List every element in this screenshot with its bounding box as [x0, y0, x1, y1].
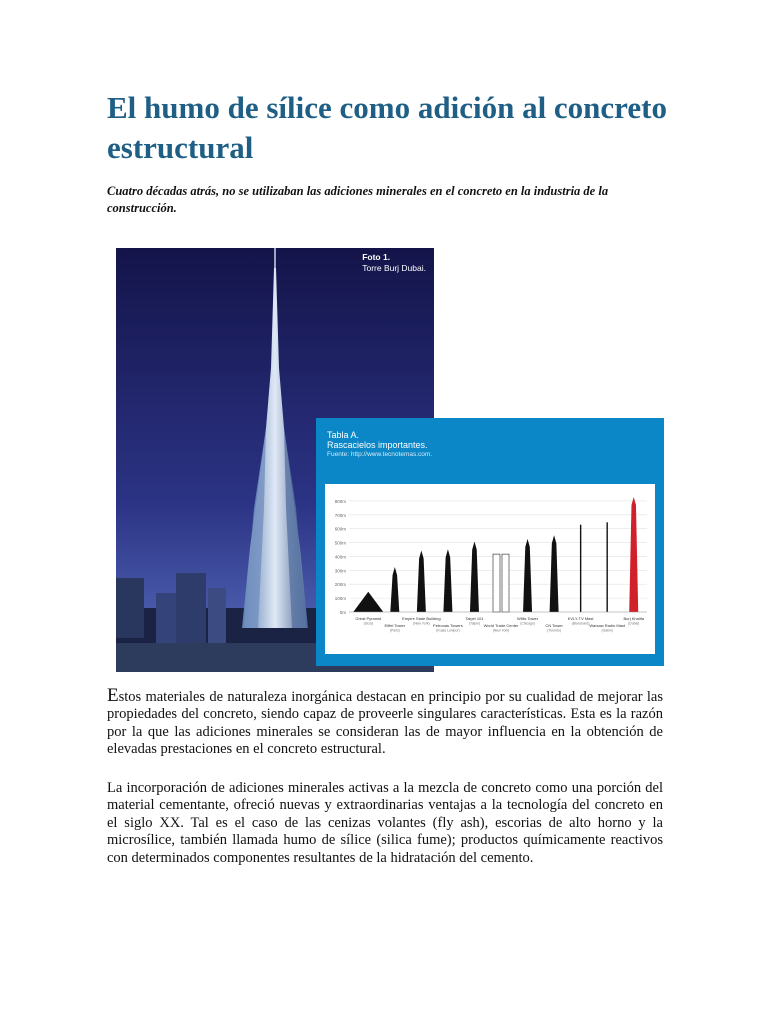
x-tick-label: Empire State Building	[402, 616, 441, 621]
bar	[550, 535, 559, 612]
x-tick-sublabel: (Taipei)	[468, 621, 481, 626]
table-label: Tabla A.	[327, 430, 360, 440]
x-tick-label: Eiffel Tower	[384, 623, 406, 628]
x-tick-label: CN Tower	[545, 623, 563, 628]
paragraph-2: La incorporación de adiciones minerales activas a la mezcla de concreto como una porción del material cementante, ofreció nuevas y extraordinarias ventajas a la tecnología del concreto en el siglo XX. Tal es el caso de las cenizas volantes (fly ash), escorias de alto horno y la microsílice, también llamada humo de sílice (silica fume); productos químicamente reactivos con determinados componentes resultantes de la hidratación del cemento.	[107, 780, 663, 866]
paragraph-1-text: stos materiales de naturaleza inorgánica destacan en principio por su cualidad de mejorar las propiedades del concreto, siendo capaz de proveerle singulares características. Esta es la razón por la que las adiciones minerales se consideran las de mayor influencia en la obtención de elevadas prestaciones en el concreto estructural.	[107, 689, 663, 758]
drop-cap: E	[107, 685, 119, 706]
x-tick-sublabel: (Paris)	[389, 628, 400, 633]
photo-label: Foto 1.	[362, 252, 391, 262]
table-title: Rascacielos importantes.	[327, 440, 428, 450]
article-title: El humo de sílice como adición al concreto estructural	[107, 90, 667, 165]
photo-caption-text: Torre Burj Dubai.	[362, 263, 426, 273]
y-tick-label: 300m	[334, 568, 346, 574]
table-panel	[316, 418, 664, 666]
x-tick-label: KVLY-TV Mast	[567, 616, 594, 621]
x-tick-label: Burj Khalifa	[623, 616, 644, 621]
bar	[443, 549, 452, 612]
table-header	[327, 430, 432, 460]
x-tick-sublabel: (Blanchard)	[571, 621, 590, 626]
x-tick-sublabel: (Gabin)	[601, 628, 613, 633]
skyscraper-chart	[325, 484, 655, 654]
x-tick-sublabel: (Giza)	[363, 621, 373, 626]
x-tick-sublabel: (Dubai)	[628, 621, 640, 626]
bar	[523, 539, 532, 612]
y-tick-label: 0m	[339, 610, 346, 615]
y-tick-label: 400m	[334, 554, 346, 560]
x-tick-sublabel: (Toronto)	[547, 628, 561, 633]
article-lead: Cuatro décadas atrás, no se utilizaban las adiciones minerales en el concreto en la industria de la construcción.	[107, 184, 609, 215]
bar	[353, 592, 383, 612]
y-tick-label: 800m	[334, 498, 346, 504]
x-tick-label: Taipei 101	[465, 616, 484, 621]
y-tick-label: 700m	[334, 512, 346, 518]
bar	[493, 554, 500, 612]
bar	[417, 551, 426, 612]
bar	[470, 541, 479, 612]
skyscraper-chart-svg	[325, 484, 655, 654]
x-tick-label: Petronas Towers	[433, 623, 463, 628]
bar	[629, 497, 638, 612]
y-tick-label: 500m	[334, 540, 346, 546]
x-tick-label: World Trade Center	[483, 623, 519, 628]
paragraph-1	[107, 687, 663, 759]
y-tick-label: 200m	[334, 582, 346, 588]
x-tick-label: Great Pyramid	[355, 616, 382, 621]
photo-caption	[362, 252, 426, 274]
y-tick-label: 600m	[334, 526, 346, 532]
table-source: Fuente: http://www.tecnotemas.com.	[327, 451, 433, 458]
y-tick-label: 100m	[334, 596, 346, 602]
x-tick-label: Warsaw Radio Mast	[589, 623, 626, 628]
x-tick-sublabel: (New York)	[492, 628, 510, 633]
x-tick-sublabel: (Kuala Lumpur)	[436, 628, 460, 633]
bar	[390, 567, 399, 612]
bar	[502, 554, 509, 612]
x-tick-sublabel: (New York)	[413, 621, 430, 626]
x-tick-sublabel: (Chicago)	[520, 621, 535, 626]
x-tick-label: Willis Tower	[517, 616, 539, 621]
